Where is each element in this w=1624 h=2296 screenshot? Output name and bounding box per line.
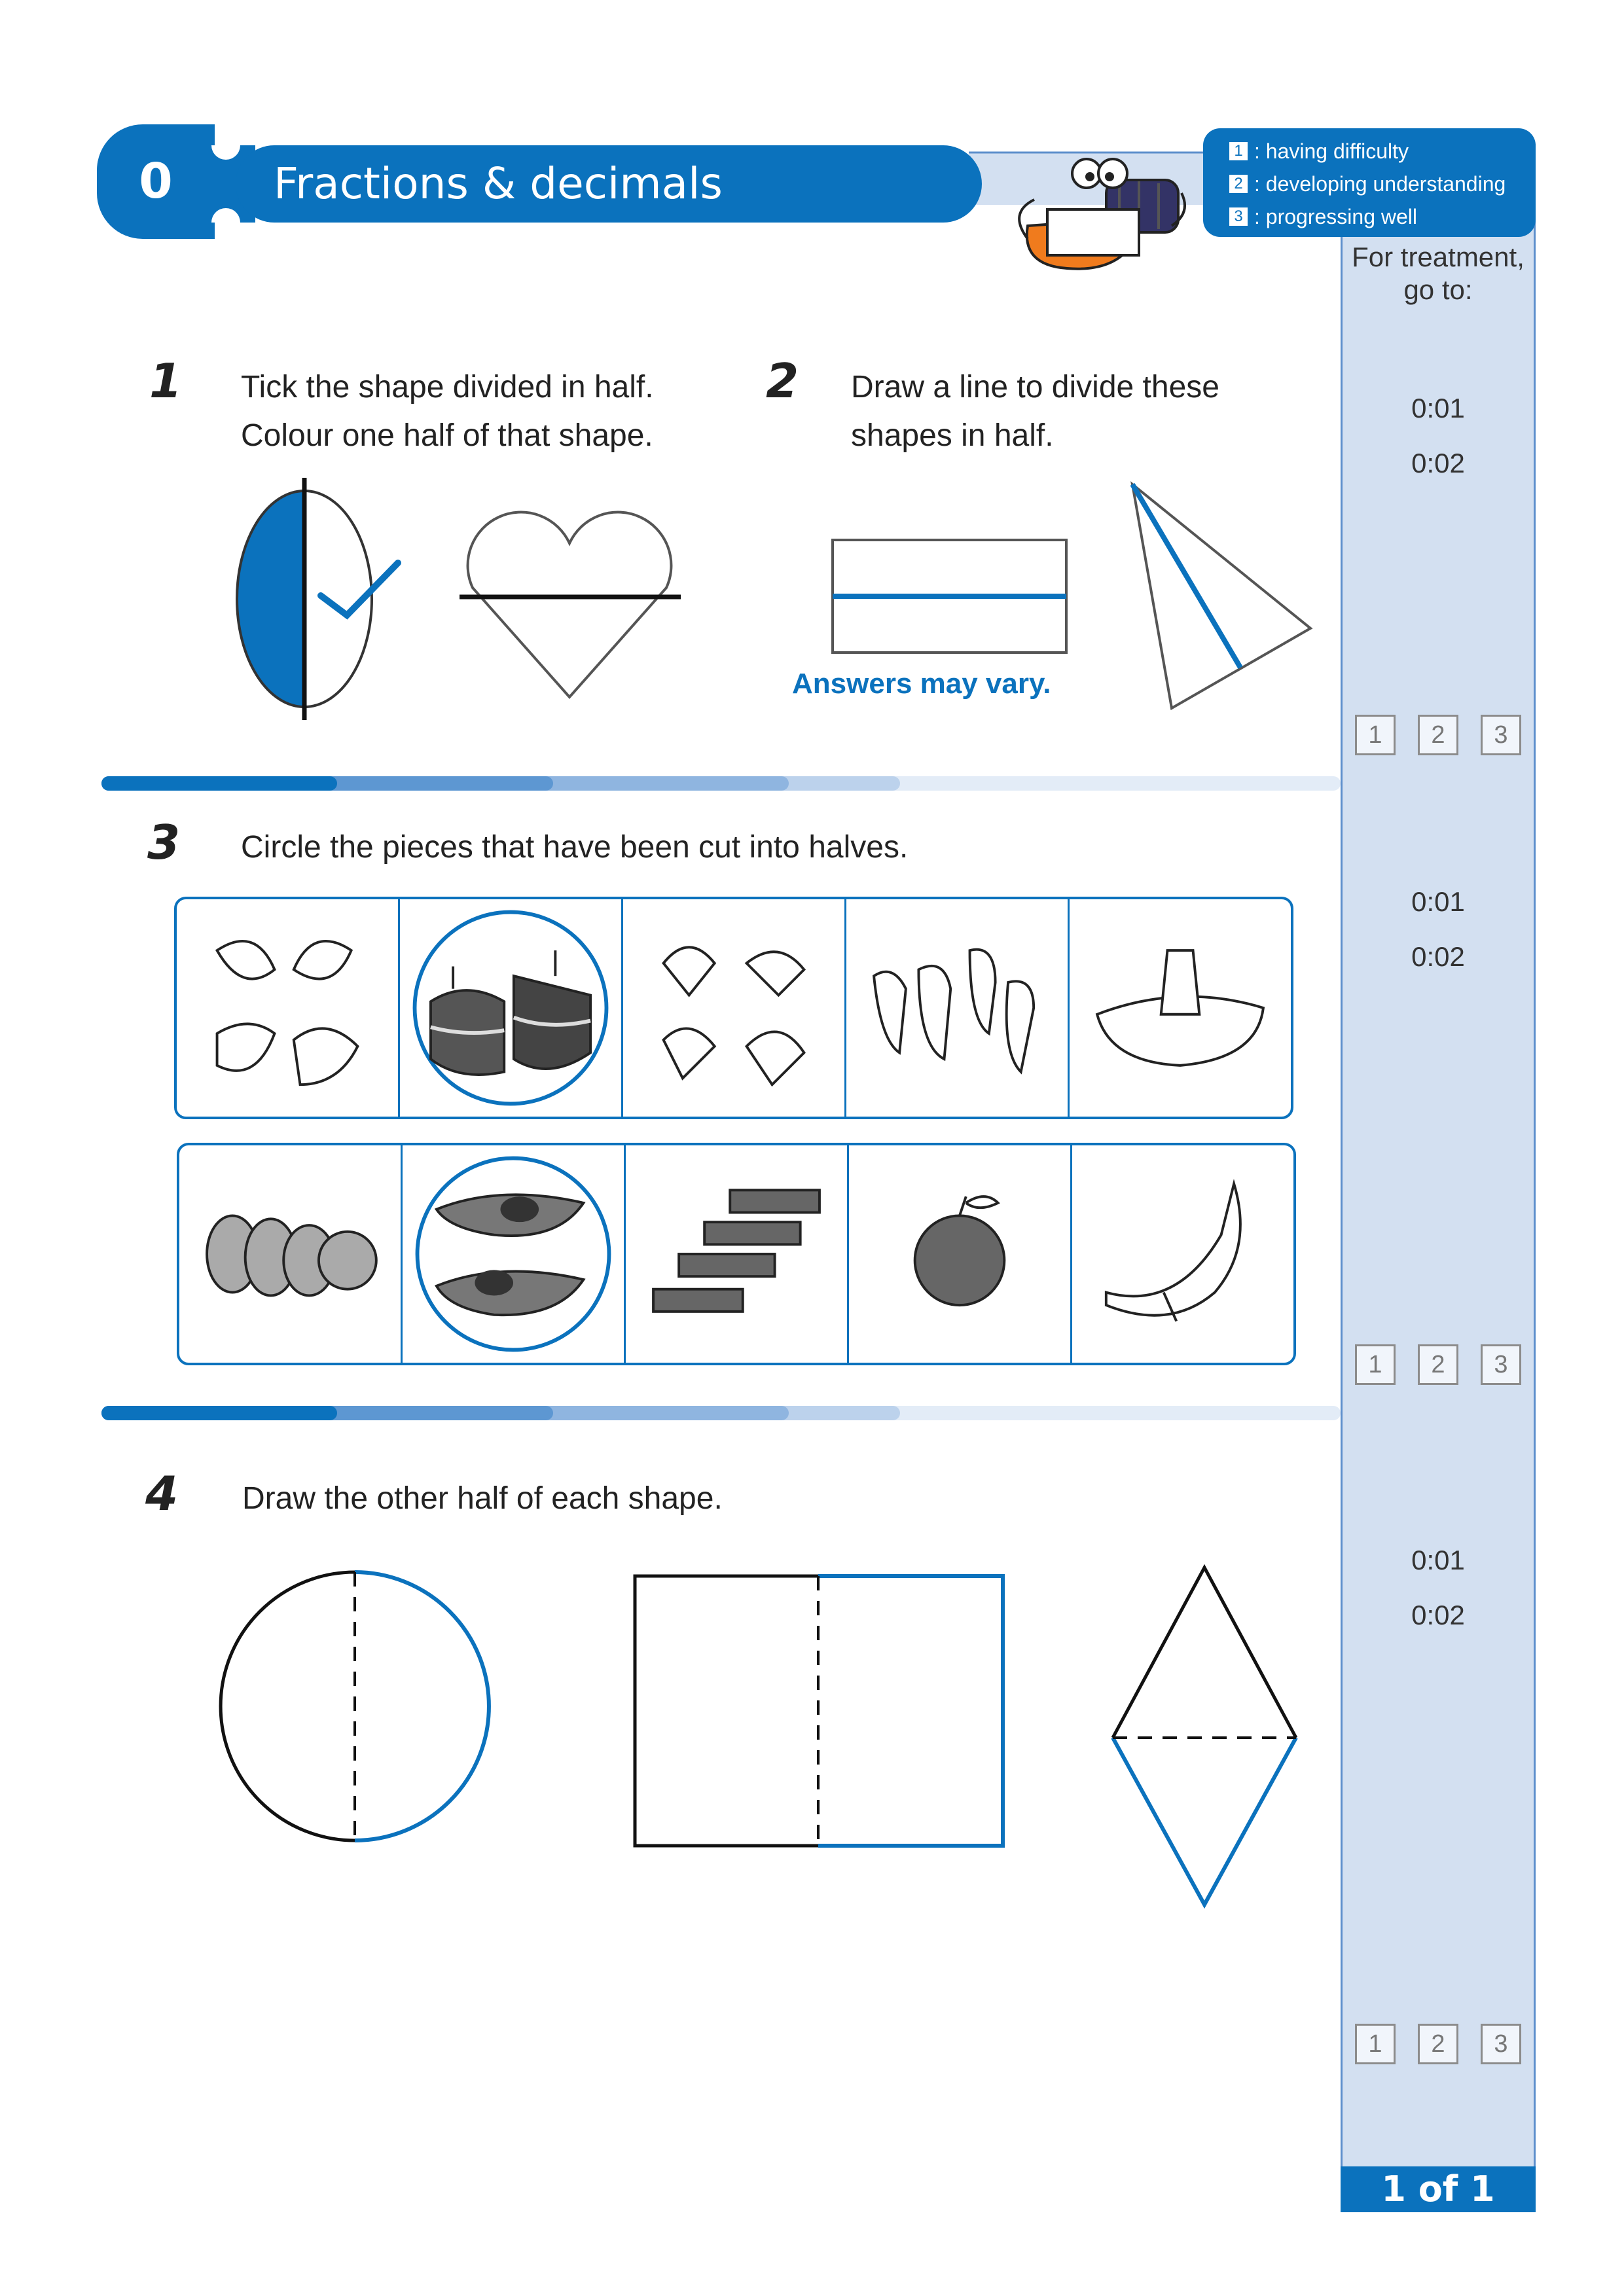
oval-shape [237,478,372,720]
section-divider [95,776,1341,791]
legend-number: 3 [1229,207,1248,226]
mushroom-icon [1070,899,1291,1117]
score-boxes [1355,715,1521,755]
avocado-halves-icon [403,1145,624,1363]
crab-mascot-icon [1008,147,1191,278]
legend-label: : having difficulty [1254,139,1409,163]
orange-quarters-icon [177,899,398,1117]
legend-row [1229,168,1536,200]
question-number: 4 [145,1466,179,1521]
picture-row-2 [177,1143,1296,1365]
unit-number: 0 [139,153,173,209]
legend-label: : progressing well [1254,205,1417,228]
cell-mushroom-whole[interactable] [1070,899,1291,1117]
score-boxes [1355,2024,1521,2064]
square-shape [635,1576,1003,1846]
score-box-3[interactable]: 3 [1481,2024,1521,2064]
legend-label: : developing understanding [1254,172,1506,196]
score-box-1[interactable]: 1 [1355,2024,1396,2064]
question-1-line1: Tick the shape divided in half. [241,370,654,404]
answer-note: Answers may vary. [792,668,1051,700]
pepper-pieces-icon [846,899,1068,1117]
question-2-line2: shapes in half. [851,418,1054,453]
cell-chocolate-pieces[interactable] [626,1145,849,1363]
treatment-code: 0:01 [1411,886,1465,917]
question-number: 2 [766,353,799,408]
treatment-line2: go to: [1403,274,1473,305]
triangle-shape [1132,484,1310,708]
question-1-text [241,363,654,460]
cake-halves-icon [400,899,621,1117]
rectangle-shape [833,540,1066,653]
treatment-code: 0:02 [1411,941,1465,972]
circle-shape [221,1572,489,1840]
section-divider [95,1406,1341,1420]
score-box-1[interactable]: 1 [1355,715,1396,755]
score-box-2[interactable]: 2 [1418,715,1458,755]
treatment-code: 0:02 [1411,1600,1465,1630]
legend-row [1229,135,1536,168]
score-legend [1203,128,1536,237]
score-box-2[interactable]: 2 [1418,2024,1458,2064]
apple-icon [849,1145,1070,1363]
cell-orange-quarters[interactable] [177,899,400,1117]
treatment-heading [1341,241,1536,306]
question-2-line1: Draw a line to divide these [851,370,1219,404]
cell-pepper-rings[interactable] [179,1145,403,1363]
pepper-rings-icon [179,1145,401,1363]
question-4-text: Draw the other half of each shape. [242,1481,723,1516]
cell-avocado-halves[interactable] [403,1145,626,1363]
treatment-code: 0:01 [1411,393,1465,423]
heart-shape [460,512,681,697]
legend-number: 2 [1229,175,1248,193]
score-box-3[interactable]: 3 [1481,1344,1521,1385]
question-number: 3 [147,815,181,870]
treatment-code: 0:02 [1411,448,1465,478]
banana-icon [1072,1145,1293,1363]
treatment-code: 0:01 [1411,1545,1465,1575]
tick-mark-icon [321,563,398,615]
fruit-quarters-icon [623,899,844,1117]
question-1-shapes [216,471,727,733]
score-boxes [1355,1344,1521,1385]
treatment-line1: For treatment, [1352,242,1525,272]
cell-pepper-pieces[interactable] [846,899,1070,1117]
question-number: 1 [149,353,183,408]
cell-apple-whole[interactable] [849,1145,1072,1363]
question-4-shapes [209,1558,1322,1924]
picture-row-1 [174,897,1293,1119]
legend-number: 1 [1229,142,1248,160]
score-box-1[interactable]: 1 [1355,1344,1396,1385]
score-box-3[interactable]: 3 [1481,715,1521,755]
question-2-text [851,363,1219,460]
question-3-text: Circle the pieces that have been cut into halves. [241,830,909,865]
chocolate-pieces-icon [626,1145,847,1363]
score-box-2[interactable]: 2 [1418,1344,1458,1385]
page-indicator: 1 of 1 [1341,2166,1536,2212]
diamond-shape [1113,1568,1296,1905]
legend-row [1229,200,1536,233]
cell-cake-halves[interactable] [400,899,623,1117]
cell-banana-pieces[interactable] [1072,1145,1293,1363]
cell-fruit-quarters[interactable] [623,899,846,1117]
question-1-line2: Colour one half of that shape. [241,418,653,453]
page-title: Fractions & decimals assessment [236,145,982,223]
